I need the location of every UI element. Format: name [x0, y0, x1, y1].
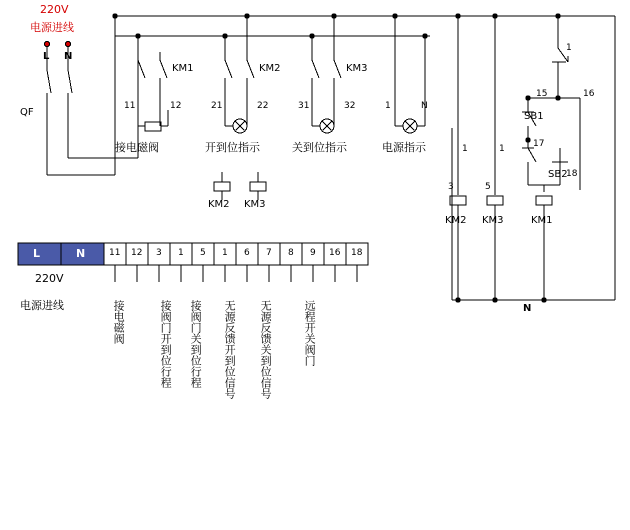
- terminal-num: 12: [131, 248, 143, 258]
- km2-left-num: 21: [211, 101, 223, 111]
- km1-caption: 接电磁阀: [115, 141, 159, 154]
- aux-coil-km2-label: KM2: [208, 199, 230, 210]
- terminal-num: 11: [109, 248, 121, 258]
- group-caption: 接阀门关到位行程: [189, 300, 203, 388]
- group-caption: 无源反馈开到位信号: [223, 300, 237, 399]
- num-17: 17: [533, 139, 545, 149]
- coil-km1-right-label: KM1: [531, 215, 553, 226]
- km3-caption: 关到位指示: [292, 141, 347, 154]
- group-caption: 接阀门开到位行程: [159, 300, 173, 388]
- km1-label: KM1: [172, 63, 194, 74]
- terminal-num: 18: [351, 248, 363, 258]
- terminal-num: 8: [288, 248, 294, 258]
- km2-caption: 开到位指示: [205, 141, 260, 154]
- km3-right-num: 32: [344, 101, 356, 111]
- km2-right-num: 22: [257, 101, 269, 111]
- num-1-right: 1: [499, 144, 505, 154]
- km1-right-num: 12: [170, 101, 182, 111]
- km3-left-num: 31: [298, 101, 310, 111]
- terminal-supply-text: 电源进线: [20, 299, 64, 312]
- terminal-num: 1: [222, 248, 228, 258]
- terminal-block-L: L: [33, 247, 41, 260]
- km2-label: KM2: [259, 63, 281, 74]
- aux-coil-km3-label: KM3: [244, 199, 266, 210]
- terminal-num: 1: [178, 248, 184, 258]
- supply-voltage-label: 220V: [40, 3, 69, 16]
- terminal-num: 9: [310, 248, 316, 258]
- terminal-num: 16: [329, 248, 341, 258]
- power-lamp-caption: 电源指示: [382, 141, 426, 154]
- right-top-num: 1: [566, 43, 572, 53]
- sb1-label: SB1: [524, 111, 544, 122]
- group-caption: 无源反馈关到位信号: [259, 300, 273, 399]
- terminal-L-label: L: [43, 51, 50, 62]
- num-15: 15: [536, 89, 548, 99]
- power-lamp-left-num: 1: [385, 101, 391, 111]
- num-1-left: 1: [462, 144, 468, 154]
- coil-km3-right-label: KM3: [482, 215, 504, 226]
- terminal-supply-voltage: 220V: [35, 272, 64, 285]
- sb2-label: SB2: [548, 169, 568, 180]
- neutral-bus-label: N: [523, 303, 532, 314]
- terminal-num: 3: [156, 248, 162, 258]
- group-caption: 远程开关阀门: [303, 300, 317, 366]
- num-18: 18: [566, 169, 578, 179]
- num-5: 5: [485, 182, 491, 192]
- num-16: 16: [583, 89, 595, 99]
- power-lamp-right-num: N: [421, 101, 428, 111]
- coil-km2-right-label: KM2: [445, 215, 467, 226]
- km1-left-num: 11: [124, 101, 136, 111]
- terminal-block-N: N: [76, 247, 86, 260]
- group-caption: 接电磁阀: [112, 300, 126, 344]
- km3-label: KM3: [346, 63, 368, 74]
- num-3: 3: [448, 182, 454, 192]
- terminal-num: 7: [266, 248, 272, 258]
- supply-line-label: 电源进线: [30, 21, 74, 34]
- terminal-num: 6: [244, 248, 250, 258]
- terminal-num: 5: [200, 248, 206, 258]
- terminal-N-label: N: [64, 51, 73, 62]
- qf-breaker-label: QF: [20, 107, 34, 118]
